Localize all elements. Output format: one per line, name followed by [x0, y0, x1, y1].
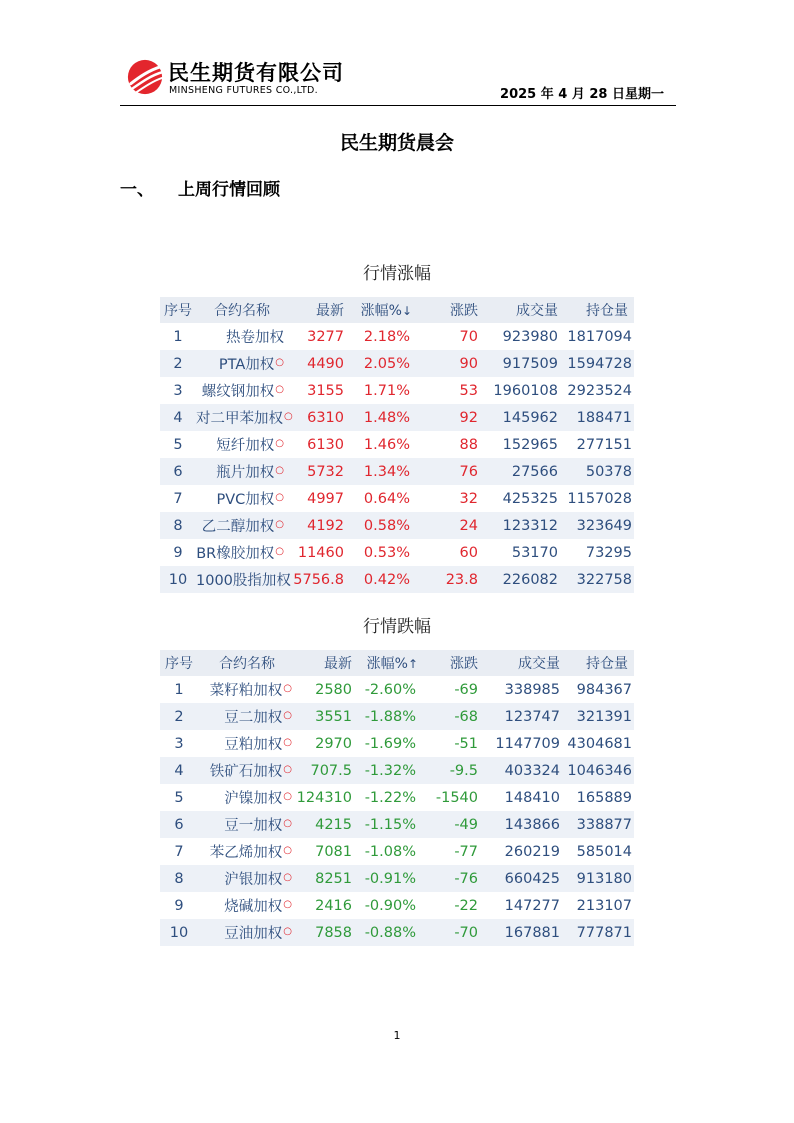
change-value: -69 [422, 676, 484, 703]
circle-marker-icon: ○ [283, 899, 292, 910]
open-interest: 984367 [562, 676, 634, 703]
change-value: -1540 [422, 784, 484, 811]
row-index: 6 [160, 458, 196, 485]
contract-name: PVC加权 [216, 492, 275, 508]
contract-name: 乙二醇加权 [201, 519, 275, 535]
table-row[interactable] [160, 404, 634, 431]
contract-name: 热卷加权 [226, 330, 284, 346]
contract-name: 瓶片加权 [216, 465, 275, 481]
last-price: 4192 [288, 512, 350, 539]
change-percent: 0.42% [350, 566, 416, 593]
contract-name-cell[interactable] [198, 919, 296, 946]
circle-marker-icon: ○ [283, 926, 292, 937]
last-price: 3551 [296, 703, 358, 730]
table-row[interactable] [160, 539, 634, 566]
circle-marker-icon: ○ [283, 845, 292, 856]
row-index: 1 [160, 323, 196, 350]
change-percent: -2.60% [358, 676, 422, 703]
table-header-row [160, 297, 634, 323]
change-percent: -1.69% [358, 730, 422, 757]
change-value: -70 [422, 919, 484, 946]
volume: 1147709 [484, 730, 562, 757]
last-price: 7081 [296, 838, 358, 865]
open-interest: 323649 [560, 512, 634, 539]
change-percent: -0.91% [358, 865, 422, 892]
change-value: -9.5 [422, 757, 484, 784]
col-header-volume[interactable]: 成交量 [484, 650, 562, 676]
last-price: 5756.8 [288, 566, 350, 593]
volume: 167881 [484, 919, 562, 946]
circle-marker-icon: ○ [275, 384, 284, 395]
open-interest: 188471 [560, 404, 634, 431]
last-price: 7858 [296, 919, 358, 946]
contract-name: 烧碱加权 [224, 899, 283, 915]
contract-name-cell[interactable] [196, 485, 288, 512]
change-value: 90 [416, 350, 484, 377]
contract-name-cell[interactable] [196, 539, 288, 566]
contract-name-cell[interactable] [198, 865, 296, 892]
contract-name-cell[interactable] [196, 512, 288, 539]
open-interest: 165889 [562, 784, 634, 811]
circle-marker-icon: ○ [275, 546, 284, 557]
volume: 152965 [484, 431, 560, 458]
report-date: 2025 年 4 月 28 日星期一 [500, 87, 664, 102]
open-interest: 1817094 [560, 323, 634, 350]
contract-name: 沪镍加权 [224, 791, 283, 807]
volume: 147277 [484, 892, 562, 919]
document-title: 民生期货晨会 [339, 132, 454, 154]
change-value: 32 [416, 485, 484, 512]
circle-marker-icon: ○ [275, 438, 284, 449]
circle-marker-icon: ○ [283, 791, 292, 802]
change-value: 92 [416, 404, 484, 431]
change-value: -77 [422, 838, 484, 865]
last-price: 124310 [296, 784, 358, 811]
volume: 148410 [484, 784, 562, 811]
circle-marker-icon: ○ [275, 357, 284, 368]
volume: 260219 [484, 838, 562, 865]
change-percent: 0.64% [350, 485, 416, 512]
table-row[interactable] [160, 485, 634, 512]
change-value: -68 [422, 703, 484, 730]
open-interest: 338877 [562, 811, 634, 838]
volume: 660425 [484, 865, 562, 892]
open-interest: 50378 [560, 458, 634, 485]
contract-name-cell[interactable] [198, 757, 296, 784]
open-interest: 1157028 [560, 485, 634, 512]
table-row[interactable] [160, 323, 634, 350]
change-percent: 1.48% [350, 404, 416, 431]
contract-name-cell[interactable] [198, 730, 296, 757]
contract-name: PTA加权 [218, 357, 275, 373]
contract-name-cell[interactable] [198, 811, 296, 838]
gainers-table-title: 行情涨幅 [363, 264, 431, 284]
last-price: 707.5 [296, 757, 358, 784]
row-index: 10 [160, 919, 198, 946]
last-price: 2416 [296, 892, 358, 919]
volume: 1960108 [484, 377, 560, 404]
row-index: 8 [160, 512, 196, 539]
row-index: 3 [160, 730, 198, 757]
col-header-volume[interactable]: 成交量 [484, 297, 560, 323]
change-value: 70 [416, 323, 484, 350]
contract-name: 豆粕加权 [224, 737, 283, 753]
open-interest: 321391 [562, 703, 634, 730]
last-price: 2580 [296, 676, 358, 703]
open-interest: 277151 [560, 431, 634, 458]
change-value: 76 [416, 458, 484, 485]
circle-marker-icon: ○ [283, 764, 292, 775]
table-row[interactable] [160, 757, 634, 784]
col-header-name[interactable]: 合约名称 [196, 297, 288, 323]
open-interest: 585014 [562, 838, 634, 865]
last-price: 4490 [288, 350, 350, 377]
circle-marker-icon: ○ [283, 710, 292, 721]
row-index: 4 [160, 404, 196, 431]
contract-name: BR橡胶加权 [196, 546, 275, 562]
col-header-name[interactable]: 合约名称 [198, 650, 296, 676]
losers-table [160, 650, 634, 946]
open-interest: 1046346 [562, 757, 634, 784]
contract-name: 苯乙烯加权 [209, 845, 283, 861]
open-interest: 4304681 [562, 730, 634, 757]
col-header-change[interactable]: 涨跌 [422, 650, 484, 676]
company-name-en: MINSHENG FUTURES CO.,LTD. [169, 85, 318, 96]
contract-name: 短纤加权 [216, 438, 275, 454]
row-index: 7 [160, 838, 198, 865]
last-price: 4997 [288, 485, 350, 512]
circle-marker-icon: ○ [275, 465, 284, 476]
volume: 338985 [484, 676, 562, 703]
contract-name-cell[interactable] [196, 431, 288, 458]
contract-name-cell[interactable] [196, 323, 288, 350]
row-index: 9 [160, 892, 198, 919]
company-name-cn: 民生期货有限公司 [168, 61, 344, 85]
circle-marker-icon: ○ [275, 519, 284, 530]
change-percent: -1.88% [358, 703, 422, 730]
last-price: 3155 [288, 377, 350, 404]
contract-name: 螺纹钢加权 [201, 384, 275, 400]
open-interest: 777871 [562, 919, 634, 946]
row-index: 3 [160, 377, 196, 404]
section-number: 一、 [120, 180, 154, 200]
table-row[interactable] [160, 431, 634, 458]
col-header-last[interactable]: 最新 [296, 650, 358, 676]
change-percent: 1.46% [350, 431, 416, 458]
table-row[interactable] [160, 838, 634, 865]
volume: 403324 [484, 757, 562, 784]
last-price: 5732 [288, 458, 350, 485]
open-interest: 1594728 [560, 350, 634, 377]
volume: 123747 [484, 703, 562, 730]
minsheng-logo-icon [126, 58, 164, 96]
contract-name-cell[interactable] [196, 458, 288, 485]
contract-name-cell[interactable] [196, 377, 288, 404]
row-index: 5 [160, 431, 196, 458]
row-index: 2 [160, 350, 196, 377]
table-row[interactable] [160, 350, 634, 377]
table-row[interactable] [160, 784, 634, 811]
contract-name: 对二甲苯加权 [196, 411, 283, 427]
table-row[interactable] [160, 458, 634, 485]
open-interest: 73295 [560, 539, 634, 566]
table-row[interactable] [160, 919, 634, 946]
table-row[interactable] [160, 377, 634, 404]
col-header-open-interest[interactable]: 持仓量 [562, 650, 634, 676]
table-row[interactable] [160, 811, 634, 838]
col-header-last[interactable]: 最新 [288, 297, 350, 323]
col-header-index[interactable]: 序号 [160, 650, 198, 676]
sort-desc-icon: ↓ [401, 304, 412, 318]
change-value: -51 [422, 730, 484, 757]
change-value: 23.8 [416, 566, 484, 593]
open-interest: 213107 [562, 892, 634, 919]
row-index: 1 [160, 676, 198, 703]
contract-name: 铁矿石加权 [209, 764, 283, 780]
circle-marker-icon: ○ [283, 872, 292, 883]
volume: 27566 [484, 458, 560, 485]
contract-name: 豆油加权 [224, 926, 283, 942]
contract-name-cell[interactable] [198, 703, 296, 730]
last-price: 6130 [288, 431, 350, 458]
volume: 923980 [484, 323, 560, 350]
open-interest: 913180 [562, 865, 634, 892]
contract-name-cell[interactable] [198, 838, 296, 865]
change-percent: -1.22% [358, 784, 422, 811]
change-percent: 2.18% [350, 323, 416, 350]
volume: 143866 [484, 811, 562, 838]
change-percent: 1.71% [350, 377, 416, 404]
col-header-pct[interactable] [358, 650, 422, 676]
row-index: 5 [160, 784, 198, 811]
contract-name: 沪银加权 [224, 872, 283, 888]
change-percent: -1.08% [358, 838, 422, 865]
volume: 123312 [484, 512, 560, 539]
row-index: 8 [160, 865, 198, 892]
row-index: 2 [160, 703, 198, 730]
contract-name-cell[interactable] [198, 784, 296, 811]
volume: 226082 [484, 566, 560, 593]
volume: 53170 [484, 539, 560, 566]
change-value: -49 [422, 811, 484, 838]
circle-marker-icon: ○ [283, 818, 292, 829]
contract-name: 豆二加权 [224, 710, 283, 726]
losers-table-title: 行情跌幅 [363, 617, 431, 637]
change-percent: 1.34% [350, 458, 416, 485]
change-percent: 0.53% [350, 539, 416, 566]
change-value: 24 [416, 512, 484, 539]
col-header-pct[interactable] [350, 297, 416, 323]
open-interest: 322758 [560, 566, 634, 593]
circle-marker-icon: ○ [283, 683, 292, 694]
last-price: 4215 [296, 811, 358, 838]
col-header-pct-label: 涨幅% [366, 656, 408, 672]
change-percent: -1.32% [358, 757, 422, 784]
contract-name: 菜籽粕加权 [209, 683, 283, 699]
last-price: 11460 [288, 539, 350, 566]
last-price: 3277 [288, 323, 350, 350]
volume: 425325 [484, 485, 560, 512]
page-header [120, 55, 676, 106]
col-header-change[interactable]: 涨跌 [416, 297, 484, 323]
volume: 917509 [484, 350, 560, 377]
last-price: 6310 [288, 404, 350, 431]
change-value: 53 [416, 377, 484, 404]
page-number: 1 [393, 1029, 401, 1042]
row-index: 4 [160, 757, 198, 784]
change-percent: -1.15% [358, 811, 422, 838]
contract-name: 豆一加权 [224, 818, 283, 834]
table-row[interactable] [160, 865, 634, 892]
circle-marker-icon: ○ [284, 411, 293, 422]
row-index: 10 [160, 566, 196, 593]
table-row[interactable] [160, 512, 634, 539]
change-percent: -0.90% [358, 892, 422, 919]
table-row[interactable] [160, 703, 634, 730]
contract-name-cell[interactable] [198, 892, 296, 919]
col-header-index[interactable]: 序号 [160, 297, 196, 323]
open-interest: 2923524 [560, 377, 634, 404]
volume: 145962 [484, 404, 560, 431]
contract-name: 1000股指加权 [196, 573, 291, 589]
change-value: -22 [422, 892, 484, 919]
table-row[interactable] [160, 892, 634, 919]
section-heading [120, 175, 280, 200]
table-row[interactable] [160, 566, 634, 593]
circle-marker-icon: ○ [275, 492, 284, 503]
row-index: 6 [160, 811, 198, 838]
table-row[interactable] [160, 730, 634, 757]
section-title: 上周行情回顾 [178, 180, 280, 200]
change-percent: 2.05% [350, 350, 416, 377]
col-header-open-interest[interactable]: 持仓量 [560, 297, 634, 323]
change-value: 60 [416, 539, 484, 566]
table-header-row [160, 650, 634, 676]
change-value: 88 [416, 431, 484, 458]
sort-asc-icon: ↑ [407, 657, 418, 671]
row-index: 9 [160, 539, 196, 566]
change-percent: -0.88% [358, 919, 422, 946]
contract-name-cell[interactable] [198, 676, 296, 703]
last-price: 8251 [296, 865, 358, 892]
circle-marker-icon: ○ [283, 737, 292, 748]
change-value: -76 [422, 865, 484, 892]
contract-name-cell[interactable] [196, 350, 288, 377]
change-percent: 0.58% [350, 512, 416, 539]
contract-name-cell[interactable] [196, 566, 291, 593]
gainers-table [160, 297, 634, 593]
row-index: 7 [160, 485, 196, 512]
last-price: 2970 [296, 730, 358, 757]
col-header-pct-label: 涨幅% [360, 303, 402, 319]
table-row[interactable] [160, 676, 634, 703]
contract-name-cell[interactable] [196, 404, 293, 431]
